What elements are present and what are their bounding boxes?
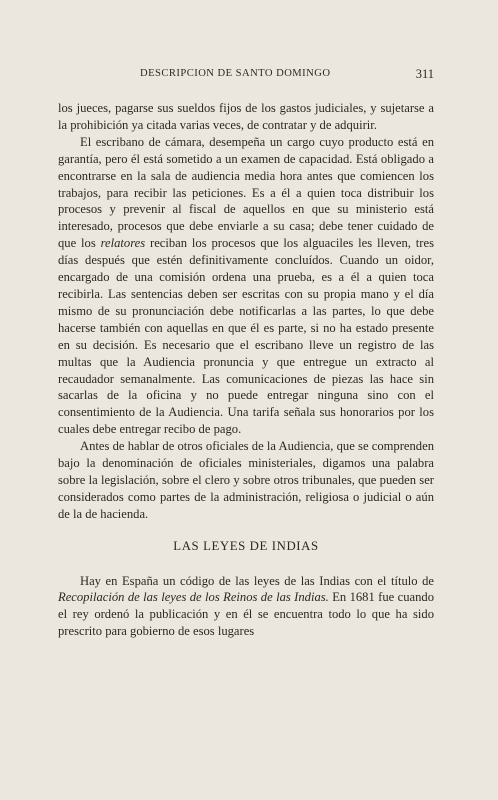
page-number: 311 (415, 67, 434, 81)
paragraph-2-emphasis: relatores (100, 236, 146, 251)
paragraph-4-emphasis: Recopilación de las leyes de los Reinos de las Indias. (58, 590, 329, 605)
page-header (58, 68, 434, 84)
paragraph-4-part-b: En 1681 fue cuando el rey ordenó la publicación y en él se encuentra todo lo que ha sido prescrito para gobierno de esos lugares (58, 590, 435, 639)
paragraph-2-part-b: reciban los procesos que los alguaciles les lleven, tres días después que estén definitivamente concluídos. Cuando un oidor, encargado de una comisión ordena una prueba, es a él a quien toca recibirla. Las sentencias deben ser escritas con su propia mano y el día mismo de su pronunciación debe notificarlas a las partes, lo que debe hacerse también con aquellas en que él es parte, si no ha estado presente en su decisión. Es necesario que el escribano lleve un registro de las multas que la Audiencia pronuncia y que entregue un extracto al recaudador semanalmente. Las comunicaciones de piezas las hace sin sacarlas de la oficina y no puede entregar ninguna sino con el consentimiento de la Audiencia. Una tarifa señala sus honorarios por los cuales debe entregar recibo de pago. (58, 236, 434, 437)
paragraph-3: Antes de hablar de otros oficiales de la Audiencia, que se comprenden bajo la denominación de oficiales ministeriales, digamos una palabra sobre la legislación, sobre el clero y sobre otros tribunales, que pueden ser considerados como partes de la administración, religiosa o judicial o aún de la de hacienda. (58, 439, 434, 521)
paragraph-4-part-a: Hay en España un código de las leyes de las Indias con el título de (80, 573, 434, 588)
running-head: DESCRIPCION DE SANTO DOMINGO (140, 68, 331, 79)
paragraph-1: los jueces, pagarse sus sueldos fijos de los gastos judiciales, y sujetarse a la prohibición ya citada varias veces, de contratar y de adquirir. (58, 101, 434, 132)
body-text (58, 100, 434, 640)
paragraph-2-part-a: El escribano de cámara, desempeña un cargo cuyo producto está en garantía, pero él está sometido a un examen de capacidad. Está obligado a encontrarse en la sala de audiencia media hora antes que comiencen los trabajos, para recibir las peticiones. Es a él a quien toca distribuir los procesos y prevenir al fiscal de aquellos en que su ministerio está interesado, procesos que debe enviarle a su casa; debe tener cuidado de que los (58, 134, 434, 251)
paragraph-4 (58, 573, 434, 641)
section-heading: LAS LEYES DE INDIAS (173, 538, 319, 553)
paragraph-2 (58, 134, 434, 438)
